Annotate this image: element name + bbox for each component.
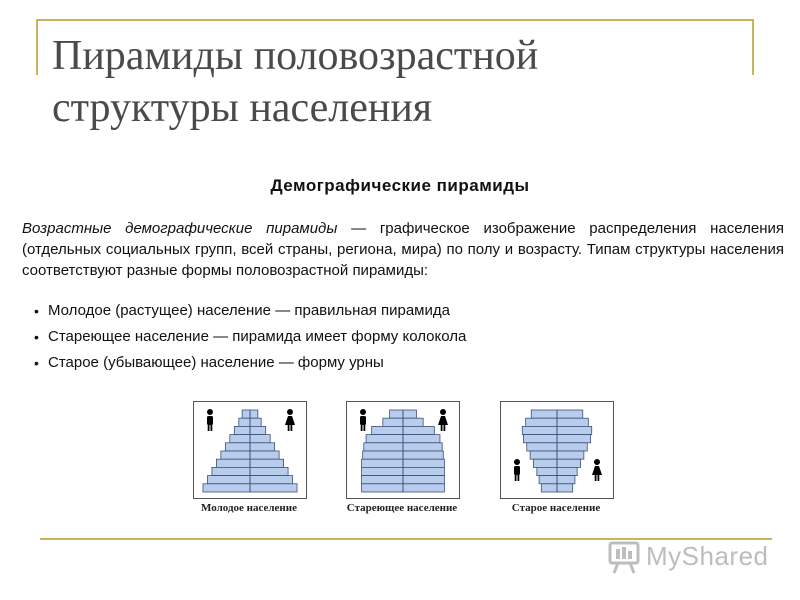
myshared-logo-icon [608, 539, 642, 575]
intro-term: Возрастные демографические пирамиды [22, 220, 338, 237]
female-figure-icon [438, 409, 448, 431]
pyramid-aging-caption: Стареющее население [346, 502, 458, 514]
bullet-list [34, 298, 734, 376]
document-heading: Демографические пирамиды [270, 176, 530, 195]
pyramid-young [193, 401, 307, 499]
intro-paragraph [22, 218, 784, 281]
intro-text: — графическое изображение распределения населения (отдельных социальных групп, всей страны, региона, мира) по полу и возрасту. Типам структуры населения соответствуют разные формы половозрастной пирамиды: [22, 220, 784, 279]
pyramid-old-caption: Старое население [511, 502, 601, 514]
slide-title-line2: структуры населения [52, 85, 433, 131]
frame-left-line [36, 19, 38, 75]
slide-title-line1: Пирамиды половозрастной [52, 33, 539, 79]
myshared-logo-text: MyShared [646, 541, 769, 571]
frame-right-line [752, 19, 754, 75]
male-figure-icon [207, 409, 213, 431]
pyramid-young-caption: Молодое население [201, 502, 297, 514]
pyramid-old [500, 401, 614, 499]
pyramid-old-chart [501, 402, 613, 498]
bullet-item: • Молодое (растущее) население — правильная пирамида [34, 298, 734, 324]
pyramid-aging-chart [347, 402, 459, 498]
female-figure-icon [592, 459, 602, 481]
myshared-logo [606, 537, 769, 577]
male-figure-icon [360, 409, 366, 431]
slide-title [52, 30, 742, 134]
pyramid-young-chart [194, 402, 306, 498]
male-figure-icon [514, 459, 520, 481]
bullet-item: • Старое (убывающее) население — форму урны [34, 350, 734, 376]
pyramid-aging [346, 401, 460, 499]
frame-top-line [36, 19, 752, 21]
female-figure-icon [285, 409, 295, 431]
bullet-item: • Стареющее население — пирамида имеет форму колокола [34, 324, 734, 350]
